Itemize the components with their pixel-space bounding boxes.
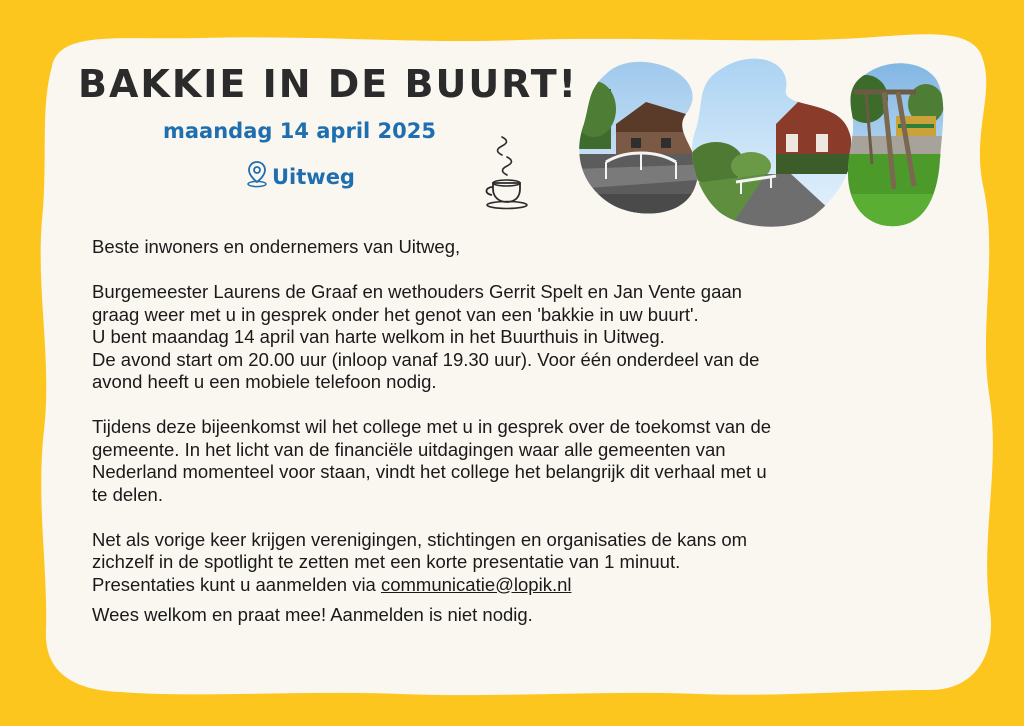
text-line: U bent maandag 14 april van harte welkom in het Buurthuis in Uitweg. — [92, 326, 665, 347]
village-street-bridge-photo — [576, 54, 711, 234]
text-line: avond heeft u een mobiele telefoon nodig. — [92, 371, 437, 392]
signup-text: Presentaties kunt u aanmelden via — [92, 573, 381, 595]
text-line: gemeente. In het licht van de financiële uitdagingen waar alle gemeenten van — [92, 438, 726, 460]
closing-line: Wees welkom en praat mee! Aanmelden is niet nodig. — [92, 604, 533, 625]
paragraph-presentations — [92, 529, 972, 597]
steaming-coffee-cup-icon — [478, 133, 534, 216]
letter-body — [92, 236, 972, 627]
email-link[interactable]: communicatie@lopik.nl — [380, 573, 572, 595]
greeting: Beste inwoners en ondernemers van Uitweg, — [92, 236, 461, 257]
text-line: Burgemeester Laurens de Graaf en wethouders Gerrit Spelt en Jan Vente gaan — [92, 281, 742, 302]
text-line: Nederland momenteel voor staan, vindt het college het belangrijk dit verhaal met u — [92, 461, 767, 482]
text-line: te delen. — [92, 483, 163, 505]
text-line: Tijdens deze bijeenkomst wil het college met u in gesprek over de toekomst van de — [92, 416, 772, 437]
location-pin-icon — [244, 160, 270, 193]
road-houses-photo — [686, 54, 856, 234]
text-line: graag weer met u in gesprek onder het genot van een 'bakkie in uw buurt'. — [92, 303, 699, 325]
photo-collage — [576, 54, 946, 234]
text-line: De avond start om 20.00 uur (inloop vanaf 19.30 uur). Voor één onderdeel van de — [92, 348, 760, 370]
paragraph-future — [92, 416, 972, 506]
text-line: Net als vorige keer krijgen verenigingen, stichtingen en organisaties de kans om — [92, 528, 748, 550]
event-date: maandag 14 april 2025 — [163, 119, 436, 143]
event-location — [244, 160, 355, 193]
location-label: Uitweg — [272, 164, 355, 189]
playground-swing-photo — [841, 54, 946, 234]
paragraph-invitation — [92, 281, 972, 394]
text-line: zichzelf in de spotlight te zetten met een korte presentatie van 1 minuut. — [92, 551, 681, 572]
page-title: BAKKIE IN DE BUURT! — [78, 62, 578, 106]
